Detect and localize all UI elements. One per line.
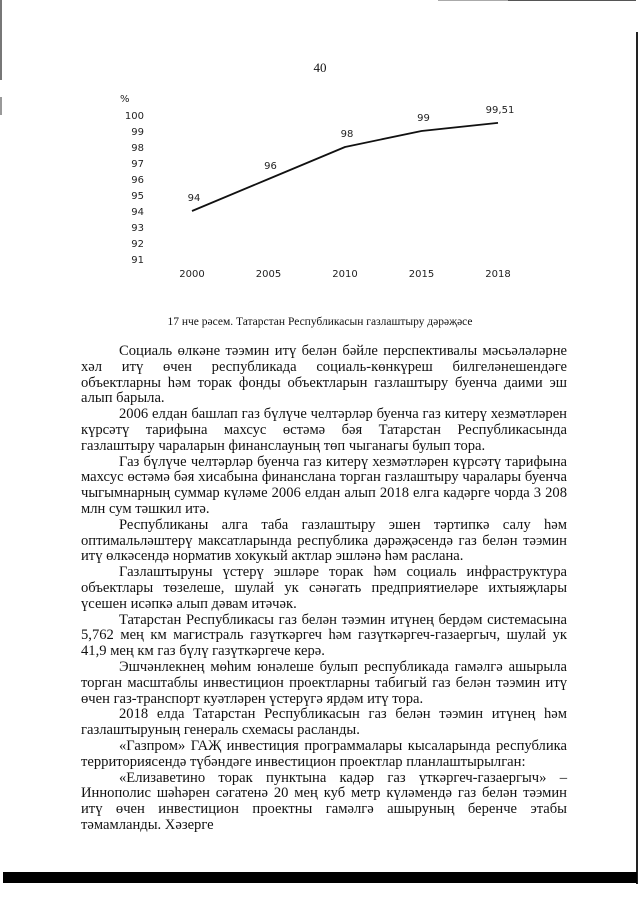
- x-tick-labels: [179, 269, 510, 280]
- y-tick-label: 94: [131, 207, 144, 218]
- x-tick-label: 2005: [255, 269, 282, 280]
- scan-edge-artifact: [508, 0, 636, 1]
- y-tick-label: 97: [131, 159, 144, 170]
- y-tick-labels: [125, 111, 144, 266]
- data-label: 99: [417, 113, 430, 124]
- paragraph: «Елизаветино торак пунктына кадәр газ үткәргеч-газаергыч» – Иннополис шәһәрен сәгатенә 20 мең куб метр күләмендә газ белән тәэмин итү өчен инвестицион проектны гамәлгә ашыруның беренче этабы тәмамланды. Хәзерге: [81, 769, 567, 833]
- scan-edge-artifact: [438, 0, 508, 1]
- data-labels: [188, 105, 515, 204]
- paragraph: Республиканы алга таба газлаштыру эшен тәртипкә салу һәм оптимальләштерү максатларында республика дәрәҗәсендә газ белән тәэмин итү өлкәсендә норматив хокукый актлар эшләнә һәм раслана.: [81, 516, 567, 565]
- scan-edge-artifact: [636, 32, 638, 884]
- data-label: 99,51: [485, 104, 515, 116]
- line-chart: [100, 85, 570, 295]
- figure-caption: 17 нче рәсем. Татарстан Республикасын газлаштыру дәрәҗәсе: [167, 316, 473, 328]
- data-label: 98: [340, 129, 354, 140]
- data-label: 94: [187, 193, 201, 204]
- x-tick-label: 2000: [179, 269, 205, 280]
- x-tick-label: 2010: [332, 269, 358, 280]
- x-tick-label: 2015: [408, 269, 435, 280]
- data-label: 96: [264, 161, 277, 172]
- y-tick-label: 96: [131, 175, 144, 186]
- y-tick-label: 93: [131, 223, 144, 234]
- paragraph: 2006 елдан башлап газ бүлүче челтәрләр буенча газ китерү хезмәтләрен күрсәтү тарифына махсус өстәмә бәя Татарстан Республикасында газлаштыру чараларын финанслауның төп чыганагы булып тора.: [81, 406, 567, 454]
- paragraph: Газ бүлүче челтәрләр буенча газ китерү хезмәтләрен күрсәтү тарифына махсус өстәмә бәя хисабына финанслана торган газлаштыру чаралары буенча чыгымнарның суммар күләме 2006 елдан алып 2018 елга кадәрге чорда 3 208 млн сум тәшкил итә.: [81, 453, 567, 517]
- paragraph: Татарстан Республикасы газ белән тәэмин итүнең бердәм системасына 5,762 мең км магистраль газүткәргеч һәм газүткәргеч-газаергыч, шулай ук 41,9 мең км газ бүлү газүткәргече керә.: [81, 611, 567, 660]
- paragraph: «Газпром» ГАҖ инвестиция программалары кысаларында республика территориясендә түбәндәге инвестицион проектлар планлаштырылган:: [81, 737, 567, 770]
- page-number: 40: [313, 60, 327, 75]
- body-text: [81, 344, 567, 834]
- y-tick-label: 98: [131, 143, 144, 154]
- paragraph: Газлаштыруны үстерү эшләре торак һәм социаль инфраструктура объектлары төзелеше, шулай ук сәнәгать предприятиеләре ихтыяҗлары үсешен исәпкә алып дәвам итәчәк.: [81, 564, 567, 612]
- scan-edge-artifact: [0, 97, 2, 115]
- gasification-chart: [100, 85, 570, 295]
- y-tick-label: 95: [131, 191, 144, 202]
- y-tick-label: 99: [131, 127, 144, 138]
- paragraph: 2018 елда Татарстан Республикасын газ белән тәэмин итүнең һәм газлаштыруның генераль схемасы расланды.: [81, 706, 567, 739]
- y-tick-label: 91: [131, 255, 144, 266]
- y-tick-label: 100: [124, 111, 144, 122]
- paragraph: Социаль өлкәне тәэмин итү белән бәйле перспективалы мәсьәләләрне хәл итү өчен республикада социаль-көнкүреш билгеләнешендәге объектларны һәм торак фонды объектларын газлаштыру буенча даими эш алып барыла.: [81, 343, 567, 407]
- x-tick-label: 2018: [485, 269, 511, 280]
- scan-bottom-bar: [3, 872, 637, 883]
- y-tick-label: 92: [131, 239, 144, 250]
- paragraph: Эшчәнлекнең мөһим юнәлеше булып республикада гамәлгә ашырыла торган масштаблы инвестицион проектларны табигый газ белән тәэмин итү өчен газ-транспорт куәтләрен үстерүгә ярдәм итү тора.: [81, 658, 567, 707]
- y-axis-label: %: [120, 94, 130, 105]
